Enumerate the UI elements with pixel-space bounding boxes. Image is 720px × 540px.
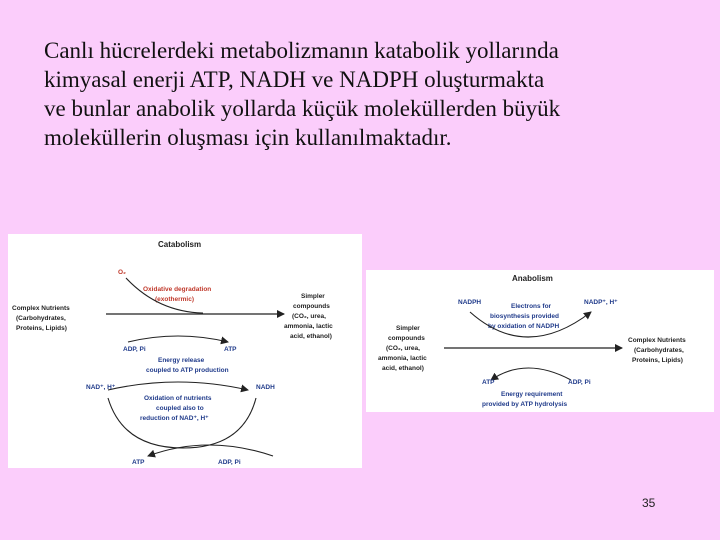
simpler-compounds-label: Simpler [301, 293, 325, 300]
simpler-compounds-label: (CO₂, urea, [386, 345, 420, 352]
electrons-label: biosynthesis provided [490, 313, 559, 320]
oxidation-label: Oxidation of nutrients [144, 395, 212, 402]
paragraph-line: ve bunlar anabolik yollarda küçük moleküllerden büyük [44, 96, 561, 121]
anabolism-title: Anabolism [512, 274, 553, 283]
simpler-compounds-label: Simpler [396, 325, 420, 332]
adp-pi-bottom-label: ADP, Pi [218, 459, 241, 466]
complex-nutrients-label: Proteins, Lipids) [16, 325, 67, 332]
oxidative-label: Oxidative degradation [143, 286, 212, 293]
anabolism-svg [366, 270, 714, 412]
nadh-label: NADH [256, 384, 275, 391]
paragraph-line: kimyasal enerji ATP, NADH ve NADPH oluşturmakta [44, 67, 545, 92]
catabolism-diagram [8, 234, 362, 468]
atp-arc [491, 368, 571, 380]
simpler-compounds-label: ammonia, lactic [284, 323, 333, 330]
simpler-compounds-label: compounds [388, 335, 425, 342]
nadp-label: NADP⁺, H⁺ [584, 299, 618, 306]
simpler-compounds-label: acid, ethanol) [290, 333, 332, 340]
o2-label: O₂ [118, 269, 126, 276]
energy-release-label: coupled to ATP production [146, 367, 229, 374]
complex-nutrients-label: Complex Nutrients [12, 305, 70, 312]
complex-nutrients-label: (Carbohydrates, [16, 315, 66, 322]
electrons-label: by oxidation of NADPH [488, 323, 560, 330]
energy-requirement-label: Energy requirement [501, 391, 563, 398]
paragraph-line: moleküllerin oluşması için kullanılmaktadır. [44, 125, 452, 150]
nad-label: NAD⁺, H⁺ [86, 384, 116, 391]
simpler-compounds-label: (CO₂, urea, [292, 313, 326, 320]
complex-nutrients-label: (Carbohydrates, [634, 347, 684, 354]
complex-nutrients-label: Proteins, Lipids) [632, 357, 683, 364]
electrons-label: Electrons for [511, 303, 552, 310]
simpler-compounds-label: compounds [293, 303, 330, 310]
anabolism-diagram [366, 270, 714, 412]
atp-arc [128, 336, 228, 342]
slide-paragraph [44, 36, 704, 152]
atp-bottom-label: ATP [132, 459, 145, 466]
oxidation-label: reduction of NAD⁺, H⁺ [140, 415, 209, 422]
nadph-label: NADPH [458, 299, 482, 306]
adp-pi-label: ADP, Pi [568, 379, 591, 386]
energy-release-label: Energy release [158, 357, 205, 364]
adp-pi-label: ADP, Pi [123, 346, 146, 353]
simpler-compounds-label: ammonia, lactic [378, 355, 427, 362]
catabolism-svg [8, 234, 362, 468]
complex-nutrients-label: Complex Nutrients [628, 337, 686, 344]
paragraph-line: Canlı hücrelerdeki metabolizmanın katabolik yollarında [44, 38, 559, 63]
oxidative-label: (exothermic) [155, 296, 195, 303]
atp-label: ATP [482, 379, 495, 386]
catabolism-title: Catabolism [158, 240, 202, 249]
energy-requirement-label: provided by ATP hydrolysis [482, 401, 568, 408]
page-number: 35 [642, 496, 656, 510]
atp-label: ATP [224, 346, 237, 353]
oxidation-label: coupled also to [156, 405, 204, 412]
nad-arc [108, 382, 248, 390]
simpler-compounds-label: acid, ethanol) [382, 365, 424, 372]
